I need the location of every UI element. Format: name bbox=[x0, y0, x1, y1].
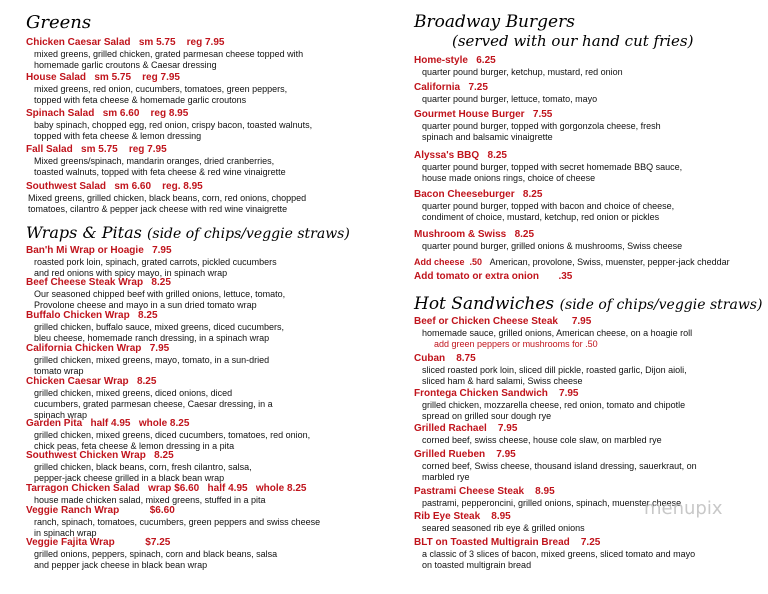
item-name: Frontega Chicken Sandwich 7.95 bbox=[414, 388, 579, 399]
add-tomato-label: Add tomato or extra onion .35 bbox=[414, 271, 573, 282]
item-name: Pastrami Cheese Steak 8.95 bbox=[414, 486, 555, 497]
menu-item bbox=[414, 82, 760, 105]
menu-item bbox=[414, 55, 760, 78]
item-description: Mixed greens, grilled chicken, black beans, corn, red onions, chopped tomatoes, cilantro & pepper jack cheese with red wine vinaigrette bbox=[28, 193, 307, 214]
menu-item bbox=[26, 181, 371, 215]
item-name: Beef or Chicken Cheese Steak 7.95 bbox=[414, 316, 592, 327]
menu-item bbox=[26, 505, 371, 539]
item-name: Spinach Salad sm 6.60 reg 8.95 bbox=[26, 108, 189, 119]
item-description: a classic of 3 slices of bacon, mixed greens, sliced tomato and mayo on toasted multigrain bread bbox=[422, 549, 696, 570]
item-description: pastrami, pepperoncini, grilled onions, spinach, muenster cheese bbox=[422, 498, 682, 508]
menu-item bbox=[26, 245, 371, 279]
item-description: quarter pound burger, grilled onions & mushrooms, Swiss cheese bbox=[422, 241, 683, 251]
burgers-subheading: (served with our hand cut fries) bbox=[452, 32, 694, 50]
add-cheese-label: Add cheese .50 bbox=[414, 257, 483, 267]
item-name: California 7.25 bbox=[414, 82, 488, 93]
item-description: grilled chicken, black beans, corn, fresh cilantro, salsa, pepper-jack cheese grilled in a black bean wrap bbox=[34, 462, 252, 483]
item-name: Bacon Cheeseburger 8.25 bbox=[414, 189, 543, 200]
item-description: grilled onions, peppers, spinach, corn and black beans, salsa and pepper jack cheese in black bean wrap bbox=[34, 549, 278, 570]
item-name: Chicken Caesar Wrap 8.25 bbox=[26, 376, 157, 387]
item-description: grilled chicken, mixed greens, diced onions, diced cucumbers, grated parmesan cheese, Caesar dressing, in a spinach wrap bbox=[34, 388, 273, 420]
add-tomato-note bbox=[414, 271, 760, 283]
wraps-heading: Wraps & Pitas (side of chips/veggie straws) bbox=[26, 223, 350, 242]
item-name: Ban'h Mi Wrap or Hoagie 7.95 bbox=[26, 245, 172, 256]
menu-item bbox=[26, 72, 371, 106]
item-name: BLT on Toasted Multigrain Bread 7.25 bbox=[414, 537, 601, 548]
item-name: Mushroom & Swiss 8.25 bbox=[414, 229, 535, 240]
item-description: Our seasoned chipped beef with grilled onions, lettuce, tomato, Provolone cheese and mayo in a sun dried tomato wrap bbox=[34, 289, 286, 310]
item-description: ranch, spinach, tomatoes, cucumbers, green peppers and swiss cheese in spinach wrap bbox=[34, 517, 321, 538]
item-description: quarter pound burger, ketchup, mustard, red onion bbox=[422, 67, 623, 77]
item-name: Gourmet House Burger 7.55 bbox=[414, 109, 553, 120]
item-description: mixed greens, red onion, cucumbers, tomatoes, green peppers, topped with feta cheese & homemade garlic croutons bbox=[34, 84, 288, 105]
item-description: homemade sauce, grilled onions, American cheese, on a hoagie roll bbox=[422, 328, 693, 338]
menu-item bbox=[26, 483, 371, 506]
item-description: mixed greens, grilled chicken, grated parmesan cheese topped with homemade garlic croutons & Caesar dressing bbox=[34, 49, 304, 70]
item-name: House Salad sm 5.75 reg 7.95 bbox=[26, 72, 180, 83]
item-extra: add green peppers or mushrooms for .50 bbox=[434, 339, 598, 349]
item-name: Tarragon Chicken Salad wrap $6.60 half 4.95 whole 8.25 bbox=[26, 483, 307, 494]
menu-item bbox=[414, 449, 760, 483]
item-name: Alyssa's BBQ 8.25 bbox=[414, 150, 507, 161]
item-name: Southwest Salad sm 6.60 reg. 8.95 bbox=[26, 181, 203, 192]
menu-item bbox=[414, 189, 760, 223]
menu-item bbox=[26, 144, 371, 178]
burgers-heading: Broadway Burgers bbox=[414, 12, 575, 32]
item-description: seared seasoned rib eye & grilled onions bbox=[422, 523, 585, 533]
item-description: grilled chicken, mixed greens, mayo, tomato, in a sun-dried tomato wrap bbox=[34, 355, 270, 376]
menu-item bbox=[414, 229, 760, 252]
menu-item bbox=[414, 537, 760, 571]
item-description: Mixed greens/spinach, mandarin oranges, dried cranberries, toasted walnuts, topped with feta cheese & red wine vinaigrette bbox=[34, 156, 286, 177]
item-name: Grilled Rueben 7.95 bbox=[414, 449, 516, 460]
item-name: Fall Salad sm 5.75 reg 7.95 bbox=[26, 144, 167, 155]
item-name: Chicken Caesar Salad sm 5.75 reg 7.95 bbox=[26, 37, 225, 48]
item-name: Southwest Chicken Wrap 8.25 bbox=[26, 450, 174, 461]
menu-item bbox=[414, 423, 760, 446]
item-description: grilled chicken, mixed greens, diced cucumbers, tomatoes, red onion, chick peas, feta cheese & lemon dressing in a pita bbox=[34, 430, 311, 451]
hot-sandwiches-heading: Hot Sandwiches (side of chips/veggie straws) bbox=[414, 294, 763, 314]
item-description: corned beef, swiss cheese, house cole slaw, on marbled rye bbox=[422, 435, 662, 445]
item-name: Cuban 8.75 bbox=[414, 353, 476, 364]
item-description: grilled chicken, mozzarella cheese, red onion, tomato and chipotle spread on grilled sour dough rye bbox=[422, 400, 686, 421]
menu-item bbox=[26, 537, 371, 571]
menu-item bbox=[26, 310, 371, 344]
item-description: corned beef, Swiss cheese, thousand island dressing, sauerkraut, on marbled rye bbox=[422, 461, 697, 482]
item-name: Home-style 6.25 bbox=[414, 55, 496, 66]
watermark: menupix bbox=[644, 498, 723, 519]
menu-item bbox=[414, 316, 760, 349]
item-description: quarter pound burger, topped with gorgonzola cheese, fresh spinach and balsamic vinaigrette bbox=[422, 121, 661, 142]
item-name: Veggie Fajita Wrap $7.25 bbox=[26, 537, 171, 548]
menu-item bbox=[26, 37, 371, 71]
item-description: grilled chicken, buffalo sauce, mixed greens, diced cucumbers, bleu cheese, homemade ranch dressing, in a spinach wrap bbox=[34, 322, 284, 343]
item-name: Veggie Ranch Wrap $6.60 bbox=[26, 505, 175, 516]
menu-item bbox=[414, 388, 760, 422]
item-description: sliced roasted pork loin, sliced dill pickle, roasted garlic, Dijon aioli, sliced ham & hard salami, Swiss cheese bbox=[422, 365, 687, 386]
item-name: Beef Cheese Steak Wrap 8.25 bbox=[26, 277, 171, 288]
item-description: house made chicken salad, mixed greens, stuffed in a pita bbox=[34, 495, 266, 505]
menu-item bbox=[26, 418, 371, 452]
item-description: baby spinach, chopped egg, red onion, crispy bacon, toasted walnuts, topped with feta cheese & lemon dressing bbox=[34, 120, 313, 141]
menu-item bbox=[26, 450, 371, 484]
menu-item bbox=[26, 343, 371, 377]
item-name: Grilled Rachael 7.95 bbox=[414, 423, 518, 434]
add-cheese-note bbox=[414, 257, 760, 267]
item-name: Rib Eye Steak 8.95 bbox=[414, 511, 511, 522]
item-description: roasted pork loin, spinach, grated carrots, pickled cucumbers and red onions with spicy mayo, in spinach wrap bbox=[34, 257, 277, 278]
add-cheese-options: American, provolone, Swiss, muenster, pepper-jack cheddar bbox=[489, 257, 730, 267]
menu-item bbox=[414, 150, 760, 184]
item-description: quarter pound burger, topped with secret homemade BBQ sauce, house made onions rings, choice of cheese bbox=[422, 162, 683, 183]
item-description: quarter pound burger, topped with bacon and choice of cheese, condiment of choice, mustard, ketchup, red onion or pickles bbox=[422, 201, 675, 222]
item-description: quarter pound burger, lettuce, tomato, mayo bbox=[422, 94, 598, 104]
menu-item bbox=[414, 109, 760, 143]
greens-heading: Greens bbox=[26, 12, 92, 33]
menu-item bbox=[26, 108, 371, 142]
item-name: California Chicken Wrap 7.95 bbox=[26, 343, 170, 354]
menu-item bbox=[26, 277, 371, 311]
menu-item bbox=[26, 376, 371, 421]
item-name: Buffalo Chicken Wrap 8.25 bbox=[26, 310, 158, 321]
menu-item bbox=[414, 353, 760, 387]
item-name: Garden Pita half 4.95 whole 8.25 bbox=[26, 418, 190, 429]
